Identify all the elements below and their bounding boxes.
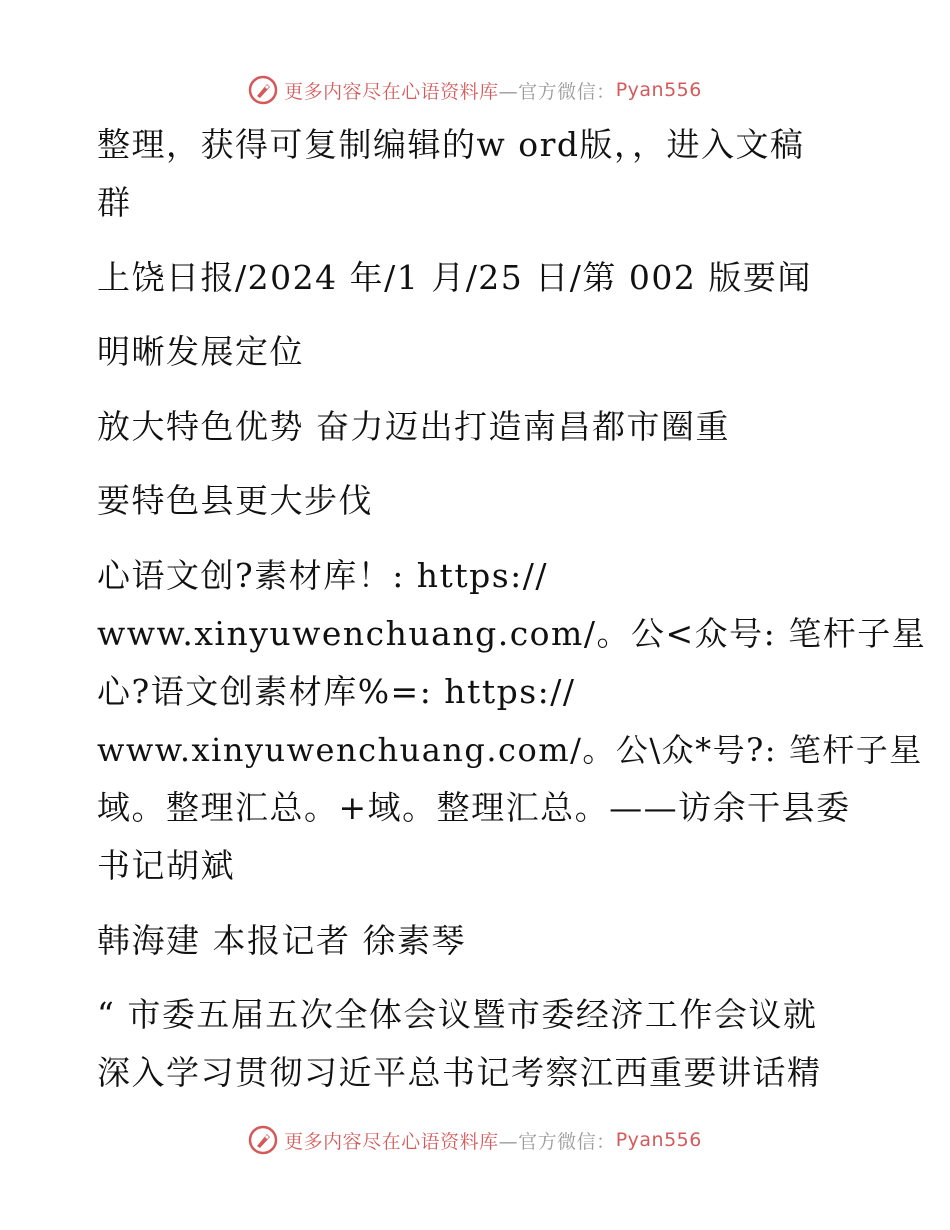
body-line-12: 书记胡斌 bbox=[97, 846, 235, 885]
banner-separator: —官方微信： bbox=[498, 1130, 616, 1153]
banner-title: 更多内容尽在心语资料库 bbox=[284, 1130, 499, 1153]
pen-nib-logo-icon bbox=[248, 1125, 278, 1155]
header-watermark-banner bbox=[0, 70, 950, 110]
body-line-6: 要特色县更大步伐 bbox=[97, 481, 373, 520]
body-line-1: 整理，获得可复制编辑的w ord版，，进入文稿 bbox=[97, 125, 805, 164]
body-line-9: 心?语文创素材库%=: https:// bbox=[97, 672, 576, 711]
body-line-3: 上饶日报/2024 年/1 月/25 日/第 002 版要闻 bbox=[97, 258, 812, 297]
banner-separator: —官方微信： bbox=[498, 80, 616, 103]
body-line-4: 明晰发展定位 bbox=[97, 332, 304, 371]
body-line-11: 域。整理汇总。+域。整理汇总。——访余干县委 bbox=[97, 788, 851, 827]
banner-wechat-id: Pyan556 bbox=[615, 79, 702, 101]
body-line-14: “ 市委五届五次全体会议暨市委经济工作会议就 bbox=[97, 995, 818, 1034]
body-line-10: www.xinyuwenchuang.com/。公\众*号?: 笔杆子星 bbox=[97, 731, 923, 769]
banner-wechat-id: Pyan556 bbox=[615, 1129, 702, 1151]
body-line-2: 群 bbox=[97, 183, 132, 222]
body-line-7: 心语文创?素材库！: https:// bbox=[97, 556, 548, 595]
body-line-15: 深入学习贯彻习近平总书记考察江西重要讲话精 bbox=[97, 1053, 822, 1092]
banner-title: 更多内容尽在心语资料库 bbox=[284, 80, 499, 103]
body-line-5: 放大特色优势 奋力迈出打造南昌都市圈重 bbox=[97, 407, 730, 446]
body-line-13: 韩海建 本报记者 徐素琴 bbox=[97, 921, 466, 960]
body-line-8: www.xinyuwenchuang.com/。公<众号: 笔杆子星 bbox=[97, 614, 927, 653]
pen-nib-logo-icon bbox=[248, 75, 278, 105]
footer-watermark-banner bbox=[0, 1120, 950, 1160]
